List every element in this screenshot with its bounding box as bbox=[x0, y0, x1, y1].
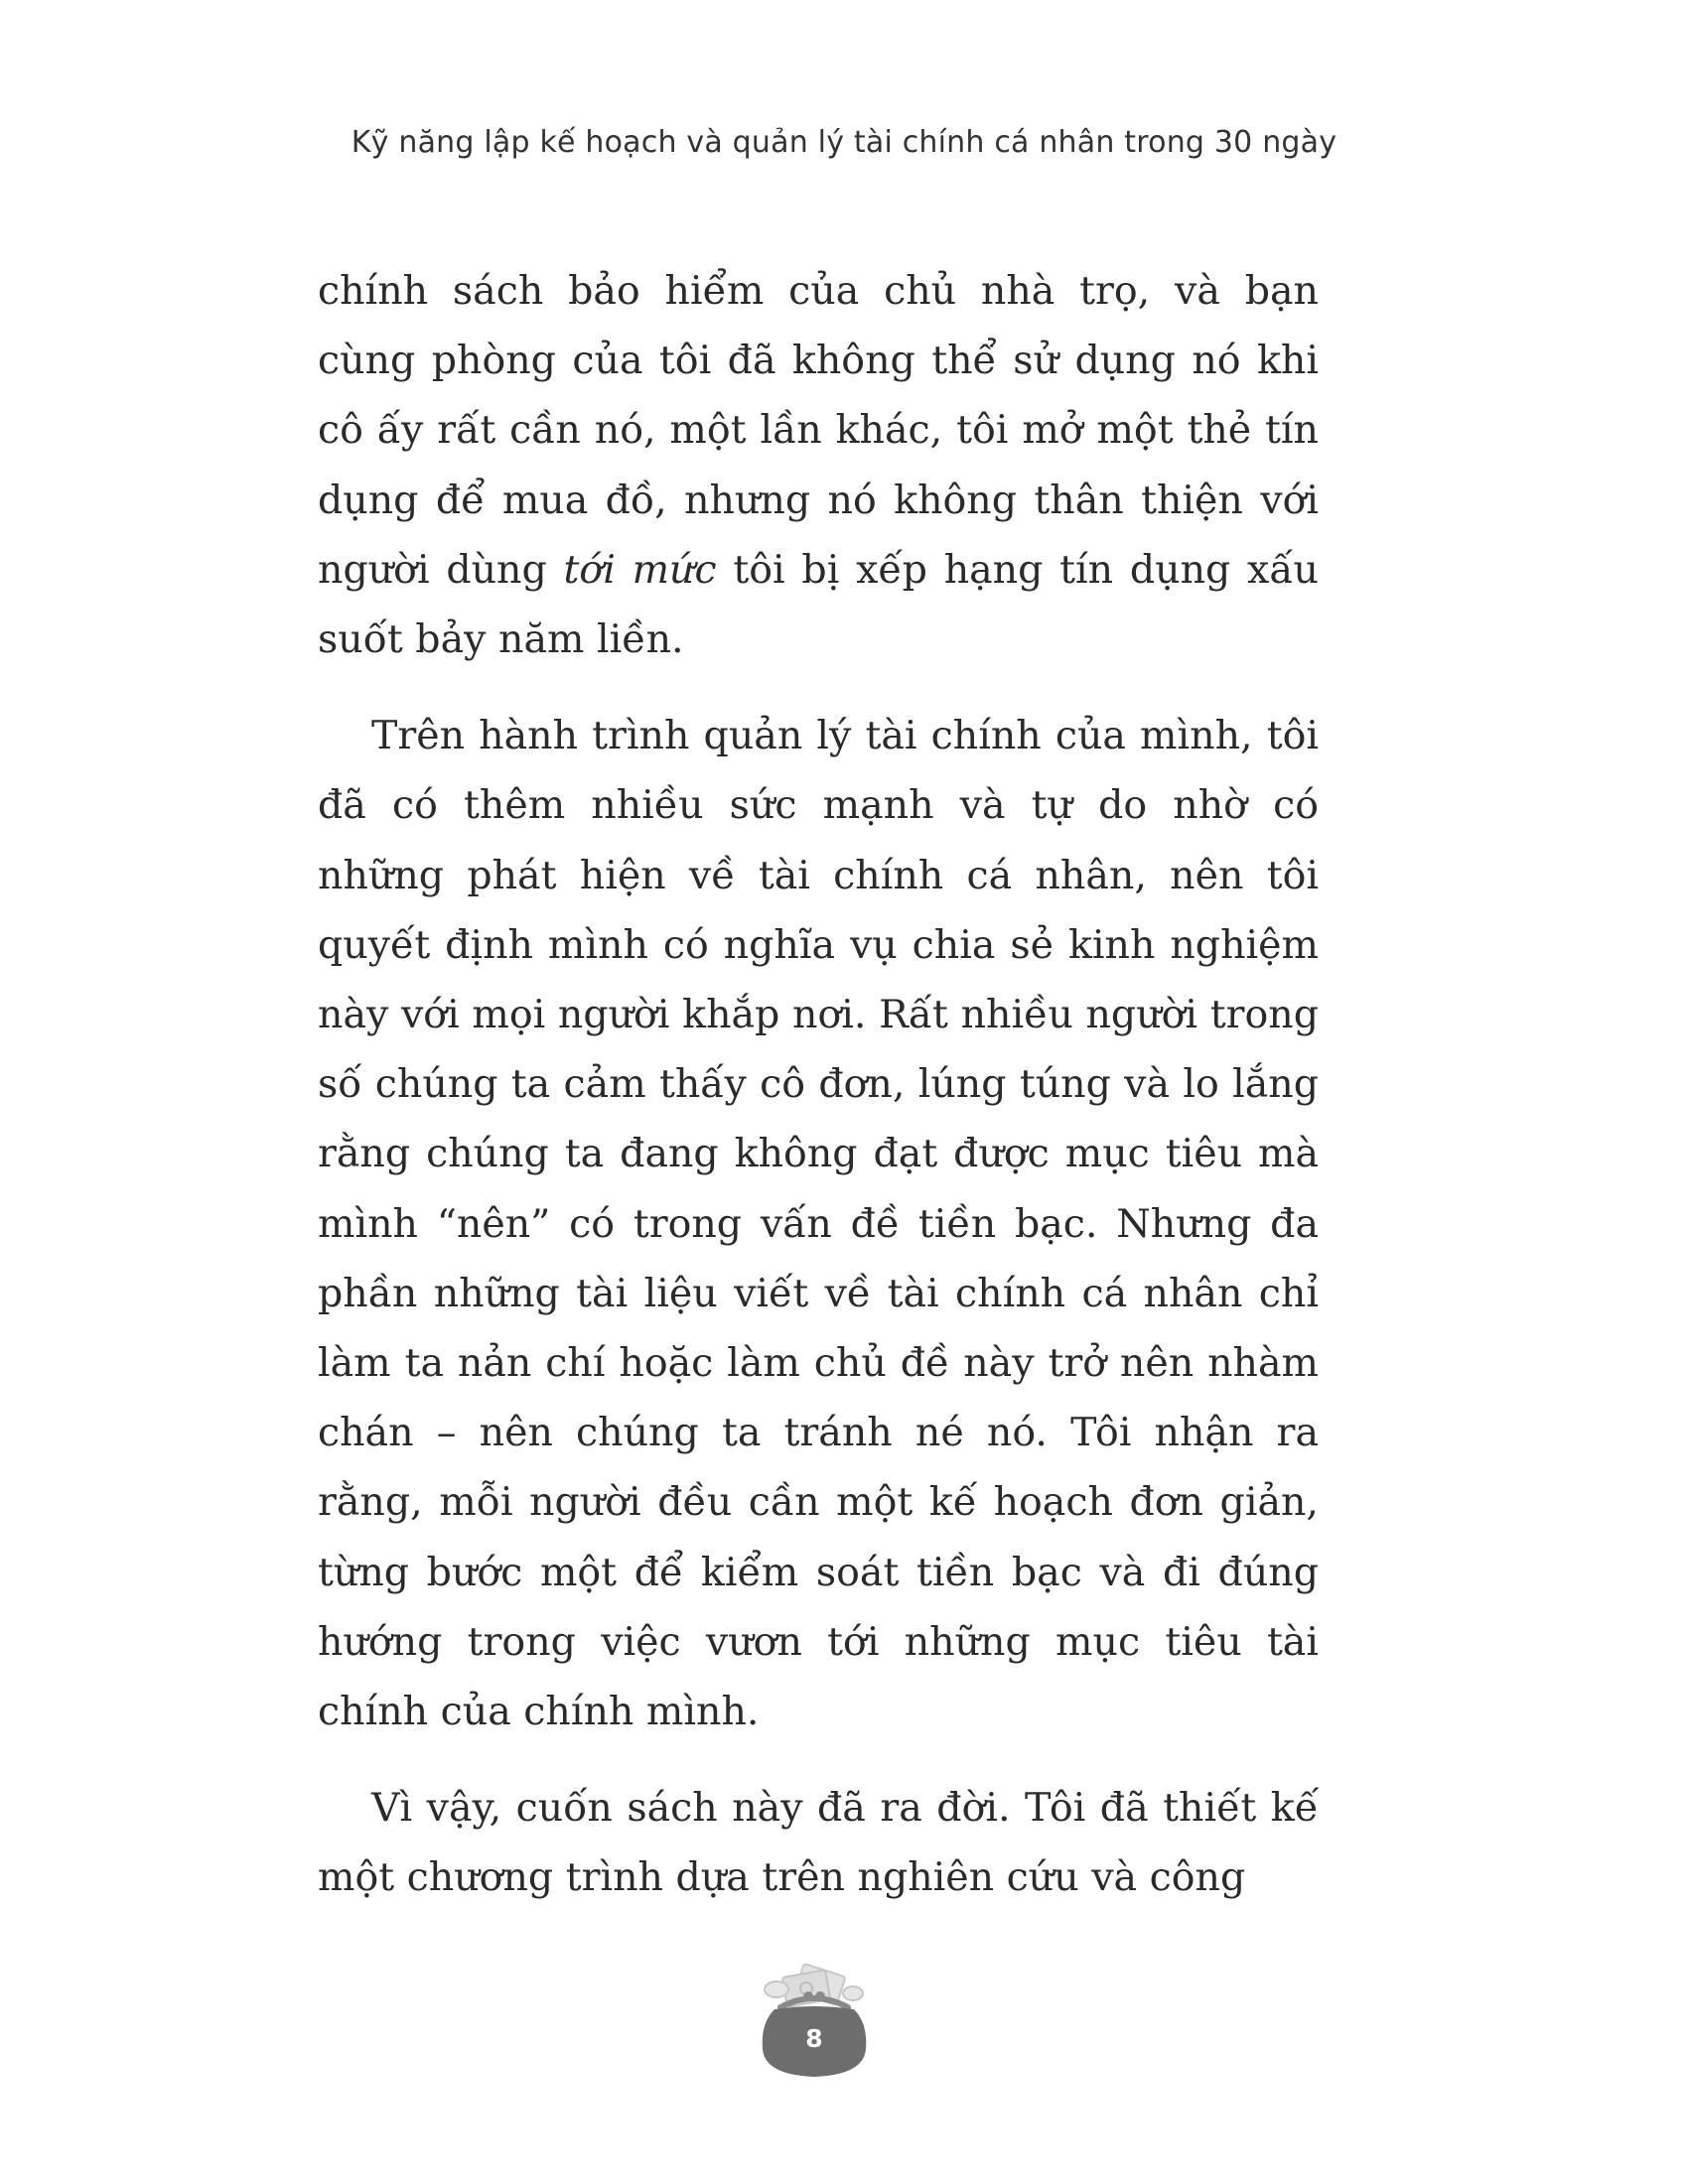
running-header: Kỹ năng lập kế hoạch và quản lý tài chính cá nhân trong 30 ngày bbox=[351, 125, 1337, 160]
money-purse-icon bbox=[759, 1964, 870, 2081]
emphasis-text: tới mức bbox=[563, 546, 717, 593]
page-footer bbox=[759, 1964, 870, 2081]
body-text bbox=[318, 256, 1319, 1913]
paragraph-3: Vì vậy, cuốn sách này đã ra đời. Tôi đã thiết kế một chương trình dựa trên nghiên cứu và công bbox=[318, 1785, 1319, 1901]
paragraph-1 bbox=[318, 256, 1319, 674]
paragraph-1-text-end: tôi bị xếp hạng tín dụng xấu suốt bảy năm liền. bbox=[318, 546, 1319, 663]
paragraph-1-text: chính sách bảo hiểm của chủ nhà trọ, và bạn cùng phòng của tôi đã không thể sử dụng nó khi cô ấy rất cần nó, một lần khác, tôi mở một thẻ tín dụng để mua đồ, nhưng nó không thân thiện với người dùng bbox=[318, 268, 1319, 593]
page-number: 8 bbox=[805, 2024, 823, 2053]
paragraph-2: Trên hành trình quản lý tài chính của mình, tôi đã có thêm nhiều sức mạnh và tự do nhờ có những phát hiện về tài chính cá nhân, nên tôi quyết định mình có nghĩa vụ chia sẻ kinh nghiệm này với mọi người khắp nơi. Rất nhiều người trong số chúng ta cảm thấy cô đơn, lúng túng và lo lắng rằng chúng ta đang không đạt được mục tiêu mà mình “nên” có trong vấn đề tiền bạc. Nhưng đa phần những tài liệu viết về tài chính cá nhân chỉ làm ta nản chí hoặc làm chủ đề này trở nên nhàm chán – nên chúng ta tránh né nó. Tôi nhận ra rằng, mỗi người đều cần một kế hoạch đơn giản, từng bước một để kiểm soát tiền bạc và đi đúng hướng trong việc vươn tới những mục tiêu tài chính của chính mình. bbox=[318, 713, 1319, 1735]
